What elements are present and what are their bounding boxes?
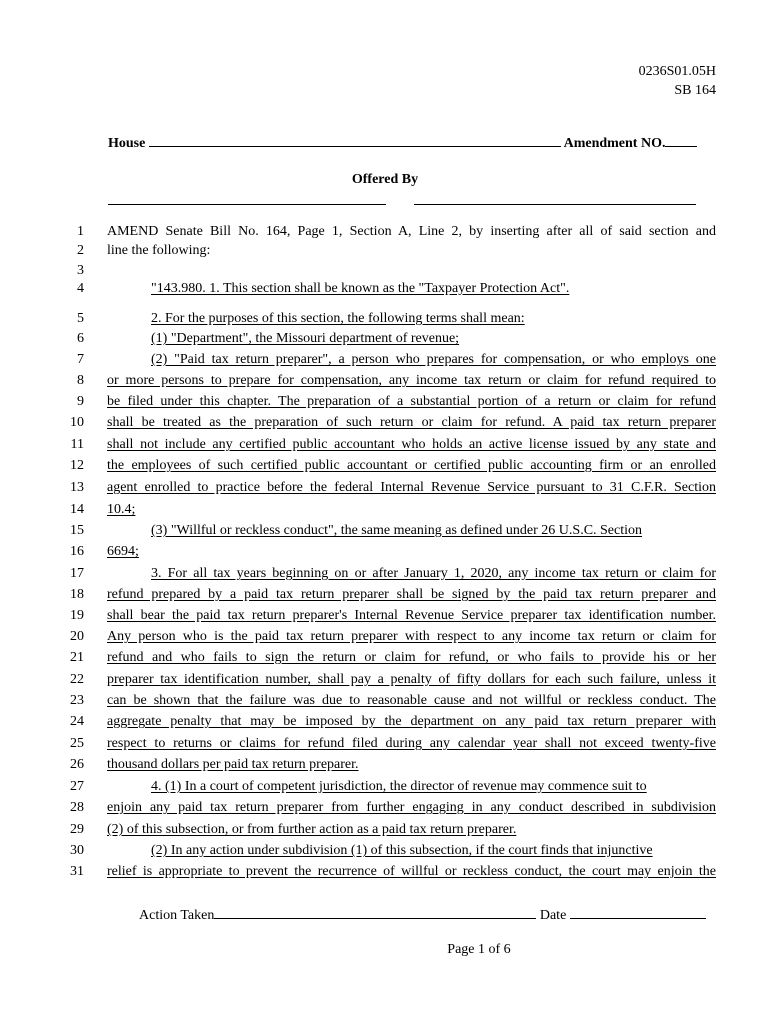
- line-number: 26: [70, 757, 84, 772]
- offered-by-signature-line-1: [108, 204, 386, 205]
- line-text: or more persons to prepare for compensation, any income tax return or claim for refund required to: [107, 373, 716, 388]
- line-text: enjoin any paid tax return preparer from further engaging in any conduct described in subdivision: [107, 800, 716, 815]
- line-text: aggregate penalty that may be imposed by the department on any paid tax return preparer with: [107, 714, 716, 729]
- house-label: House: [108, 136, 146, 151]
- line-text: shall not include any certified public accountant who holds an active license issued by any state and: [107, 437, 716, 452]
- line-24: [0, 714, 770, 735]
- line-25: [0, 736, 770, 757]
- line-number: 16: [70, 544, 84, 559]
- line-2: [0, 243, 770, 264]
- line-9: [0, 394, 770, 415]
- line-text: shall be treated as the preparation of such return or claim for refund. A paid tax return preparer: [107, 415, 716, 430]
- line-text: 10.4;: [107, 502, 136, 517]
- line-number: 1: [77, 224, 84, 239]
- document-identifier: [639, 62, 716, 100]
- line-text: (1) "Department", the Missouri department of revenue;: [151, 331, 460, 346]
- line-14: [0, 502, 770, 523]
- line-text: be filed under this chapter. The preparation of a substantial portion of a return or claim for refund: [107, 394, 716, 409]
- line-number: 18: [70, 587, 84, 602]
- line-text: line the following:: [107, 243, 211, 258]
- line-number: 14: [70, 502, 84, 517]
- line-number: 23: [70, 693, 84, 708]
- line-10: [0, 415, 770, 436]
- offered-by-label: Offered By: [351, 172, 419, 187]
- line-number: 30: [70, 843, 84, 858]
- line-7: [0, 352, 770, 373]
- line-30: [0, 843, 770, 864]
- bill-number: SB 164: [674, 83, 716, 98]
- line-number: 19: [70, 608, 84, 623]
- line-text: (3) "Willful or reckless conduct", the same meaning as defined under 26 U.S.C. Section: [151, 523, 643, 538]
- line-number: 29: [70, 822, 84, 837]
- line-text: respect to returns or claims for refund filed during any calendar year shall not exceed twenty-five: [107, 736, 716, 751]
- line-text: (2) "Paid tax return preparer", a person who prepares for compensation, or who employs one: [151, 352, 716, 367]
- line-number: 24: [70, 714, 84, 729]
- line-22: [0, 672, 770, 693]
- line-text: 3. For all tax years beginning on or after January 1, 2020, any income tax return or claim for: [151, 566, 716, 581]
- line-26: [0, 757, 770, 778]
- offered-by-signature-line-2: [414, 204, 696, 205]
- line-text: (2) of this subsection, or from further action as a paid tax return preparer.: [107, 822, 517, 837]
- line-number: 28: [70, 800, 84, 815]
- line-6: [0, 331, 770, 352]
- line-29: [0, 822, 770, 843]
- line-number: 27: [70, 779, 84, 794]
- line-12: [0, 458, 770, 479]
- date-blank: [570, 906, 706, 919]
- line-13: [0, 480, 770, 501]
- line-20: [0, 629, 770, 650]
- line-18: [0, 587, 770, 608]
- line-text: "143.980. 1. This section shall be known as the "Taxpayer Protection Act".: [151, 281, 570, 296]
- line-17: [0, 566, 770, 587]
- line-23: [0, 693, 770, 714]
- line-text: refund prepared by a paid tax return preparer shall be signed by the paid tax return preparer and: [107, 587, 716, 602]
- amendment-number-blank: [665, 134, 697, 147]
- line-28: [0, 800, 770, 821]
- line-number: 15: [70, 523, 84, 538]
- line-11: [0, 437, 770, 458]
- line-number: 20: [70, 629, 84, 644]
- line-number: 21: [70, 650, 84, 665]
- line-19: [0, 608, 770, 629]
- amendment-label: Amendment NO.: [563, 136, 666, 151]
- line-number: 2: [77, 243, 84, 258]
- line-number: 7: [77, 352, 84, 367]
- line-1: [0, 224, 770, 245]
- line-text: 4. (1) In a court of competent jurisdiction, the director of revenue may commence suit to: [151, 779, 647, 794]
- action-taken-blank: [214, 906, 536, 919]
- line-text: refund and who fails to sign the return or claim for refund, or who fails to provide his or her: [107, 650, 716, 665]
- line-text: (2) In any action under subdivision (1) of this subsection, if the court finds that injunctive: [151, 843, 653, 858]
- line-27: [0, 779, 770, 800]
- line-number: 4: [77, 281, 84, 296]
- line-number: 9: [77, 394, 84, 409]
- line-number: 3: [77, 263, 84, 278]
- line-16: [0, 544, 770, 565]
- line-4: [0, 281, 770, 302]
- line-text: 6694;: [107, 544, 139, 559]
- line-number: 25: [70, 736, 84, 751]
- line-5: [0, 311, 770, 332]
- date-label: Date: [539, 908, 567, 923]
- line-text: relief is appropriate to prevent the recurrence of willful or reckless conduct, the court may enjoin the: [107, 864, 716, 879]
- line-text: AMEND Senate Bill No. 164, Page 1, Section A, Line 2, by inserting after all of said section and: [107, 224, 716, 239]
- line-31: [0, 864, 770, 885]
- line-text: shall bear the paid tax return preparer's Internal Revenue Service preparer tax identification number.: [107, 608, 716, 623]
- line-text: preparer tax identification number, shall pay a penalty of fifty dollars for each such failure, unless it: [107, 672, 716, 687]
- line-number: 5: [77, 311, 84, 326]
- page-number: Page 1 of 6: [447, 942, 511, 957]
- line-text: Any person who is the paid tax return preparer with respect to any income tax return or claim for: [107, 629, 716, 644]
- line-text: thousand dollars per paid tax return preparer.: [107, 757, 359, 772]
- line-number: 31: [70, 864, 84, 879]
- line-15: [0, 523, 770, 544]
- line-text: agent enrolled to practice before the federal Internal Revenue Service pursuant to 31 C.F.R. Section: [107, 480, 716, 495]
- line-text: can be shown that the failure was due to reasonable cause and not willful or reckless conduct. The: [107, 693, 716, 708]
- line-text: 2. For the purposes of this section, the following terms shall mean:: [151, 311, 525, 326]
- line-21: [0, 650, 770, 671]
- line-number: 11: [70, 437, 84, 452]
- action-taken-label: Action Taken: [139, 908, 215, 923]
- line-8: [0, 373, 770, 394]
- line-number: 22: [70, 672, 84, 687]
- action-taken-line: [139, 906, 717, 924]
- doc-number: 0236S01.05H: [638, 64, 716, 79]
- line-text: the employees of such certified public accountant or certified public accounting firm or an enrolled: [107, 458, 716, 473]
- line-number: 8: [77, 373, 84, 388]
- line-number: 12: [70, 458, 84, 473]
- line-number: 17: [70, 566, 84, 581]
- house-amendment-line: [108, 134, 716, 152]
- line-number: 10: [70, 415, 84, 430]
- line-number: 13: [70, 480, 84, 495]
- house-blank: [149, 134, 561, 147]
- line-number: 6: [77, 331, 84, 346]
